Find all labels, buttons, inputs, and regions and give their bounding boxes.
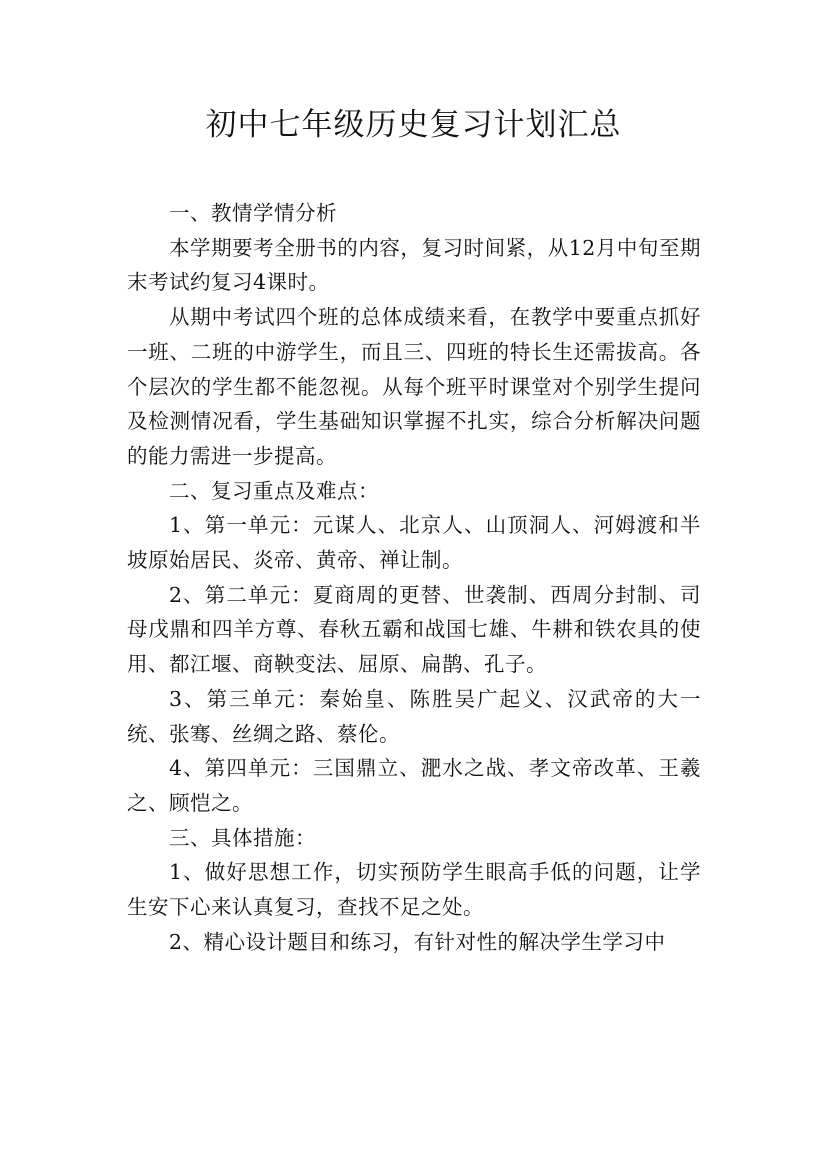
list-item-measure-2: 2、精心设计题目和练习，有针对性的解决学生学习中 xyxy=(169,929,666,954)
section-heading-key-points: 二、复习重点及难点： xyxy=(169,478,380,503)
paragraph-midterm-analysis: 从期中考试四个班的总体成绩来看，在教学中要重点抓好一班、二班的中游学生，而且三、四班的特长生还需拔高。各个层次的学生都不能忽视。从每个班平时课堂对个别学生提问及检测情况看，学生基础知识掌握不扎实，综合分析解决问题的能力需进一步提高。 xyxy=(127,305,701,468)
list-item-unit-4: 4、第四单元：三国鼎立、淝水之战、孝文帝改革、王羲之、顾恺之。 xyxy=(127,756,701,815)
list-item-unit-1: 1、第一单元：元谋人、北京人、山顶洞人、河姆渡和半坡原始居民、炎帝、黄帝、禅让制。 xyxy=(127,513,701,573)
paragraph-review-time: 本学期要考全册书的内容，复习时间紧，从12月中旬至期末考试约复习4课时。 xyxy=(127,235,701,295)
section-heading-analysis: 一、教情学情分析 xyxy=(169,201,338,225)
document-body xyxy=(127,196,701,959)
list-item-unit-3: 3、第三单元：秦始皇、陈胜吴广起义、汉武帝的大一统、张骞、丝绸之路、蔡伦。 xyxy=(127,686,701,746)
document-title: 初中七年级历史复习计划汇总 xyxy=(205,107,622,143)
list-item-unit-2: 2、第二单元：夏商周的更替、世袭制、西周分封制、司母戊鼎和四羊方尊、春秋五霸和战国七雄、牛耕和铁农具的使用、都江堰、商鞅变法、屈原、扁鹊、孔子。 xyxy=(127,582,701,677)
section-heading-measures: 三、具体措施： xyxy=(169,825,317,850)
list-item-measure-1: 1、做好思想工作，切实预防学生眼高手低的问题，让学生安下心来认真复习，查找不足之处。 xyxy=(127,860,701,920)
